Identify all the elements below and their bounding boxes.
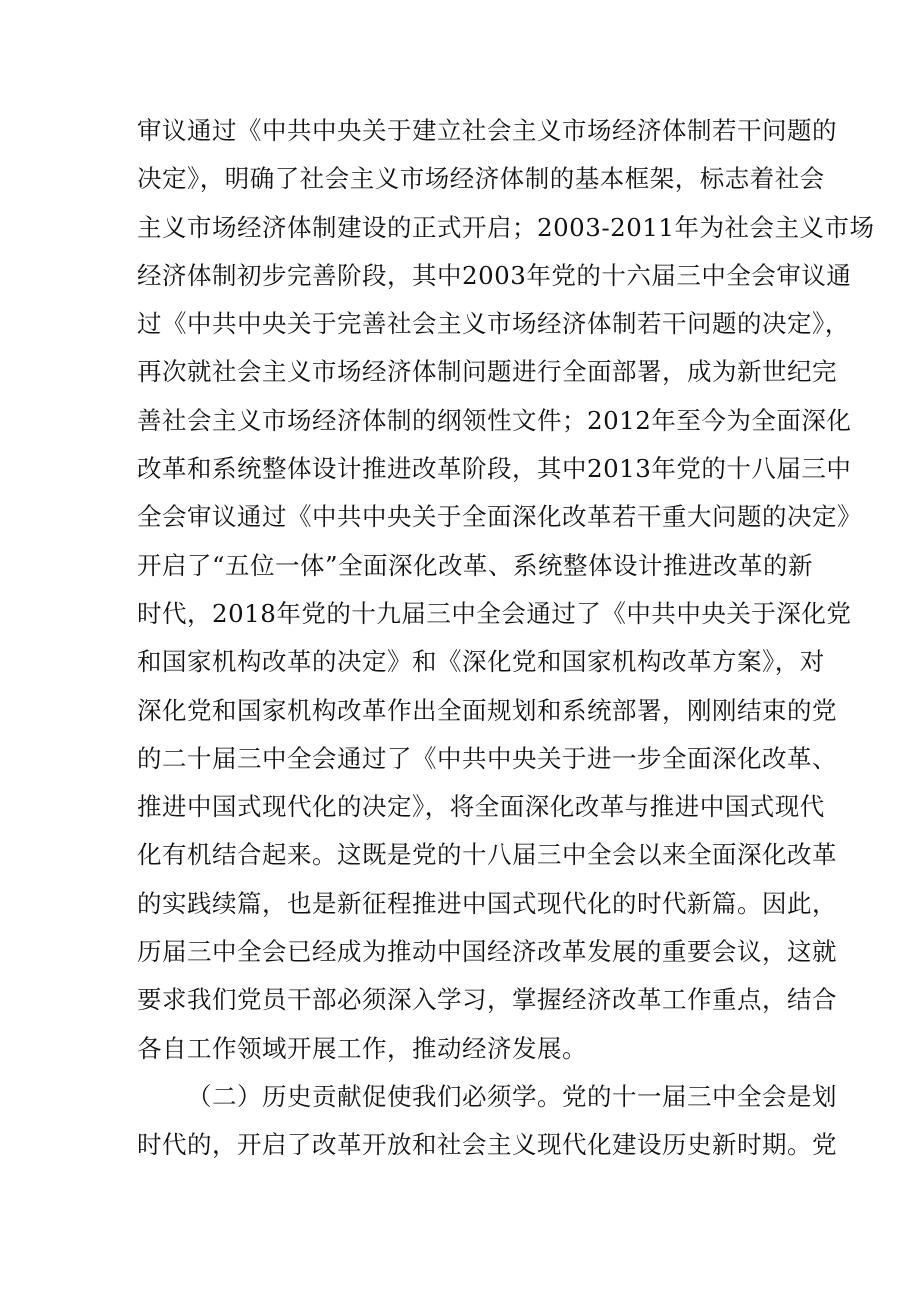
text-line: 审议通过《中共中央关于建立社会主义市场经济体制若干问题的 [137,116,837,145]
text-line: 全会审议通过《中共中央关于全面深化改革若干重大问题的决定》 [137,502,862,532]
body-text [137,107,875,1170]
text-line: 化有机结合起来。这既是党的十八届三中全会以来全面深化改革 [137,840,837,870]
section-heading-line: （二）历史贡献促使我们必须学。党的十一届三中全会是划 [187,1081,837,1111]
text-line: 再次就社会主义市场经济体制问题进行全面部署，成为新世纪完 [137,357,837,387]
text-line: 深化党和国家机构改革作出全面规划和系统部署，刚刚结束的党 [137,695,837,725]
text-line: 过《中共中央关于完善社会主义市场经济体制若干问题的决定》， [137,309,850,339]
text-line: 时代，2018年党的十九届三中全会通过了《中共中央关于深化党 [137,598,852,628]
text-line: 的实践续篇，也是新征程推进中国式现代化的时代新篇。因此， [137,888,837,918]
text-line: 推进中国式现代化的决定》，将全面深化改革与推进中国式现代 [137,792,825,822]
text-line: 时代的，开启了改革开放和社会主义现代化建设历史新时期。党 [137,1130,837,1160]
text-line: 的二十届三中全会通过了《中共中央关于进一步全面深化改革、 [137,743,837,773]
text-line: 决定》，明确了社会主义市场经济体制的基本框架，标志着社会 [137,164,825,194]
text-line: 经济体制初步完善阶段，其中2003年党的十六届三中全会审议通 [137,260,852,290]
text-line: 要求我们党员干部必须深入学习，掌握经济改革工作重点，结合 [137,985,837,1015]
text-line: 和国家机构改革的决定》和《深化党和国家机构改革方案》，对 [137,647,825,677]
text-line: 各自工作领域开展工作，推动经济发展。 [137,1033,587,1063]
text-line: 开启了“五位一体”全面深化改革、系统整体设计推进改革的新 [137,550,814,580]
text-line: 善社会主义市场经济体制的纲领性文件；2012年至今为全面深化 [137,405,852,435]
text-line: 历届三中全会已经成为推动中国经济改革发展的重要会议，这就 [137,937,837,967]
text-line: 改革和系统整体设计推进改革阶段，其中2013年党的十八届三中 [137,454,852,484]
text-line: 主义市场经济体制建设的正式开启；2003-2011年为社会主义市场 [137,212,875,242]
